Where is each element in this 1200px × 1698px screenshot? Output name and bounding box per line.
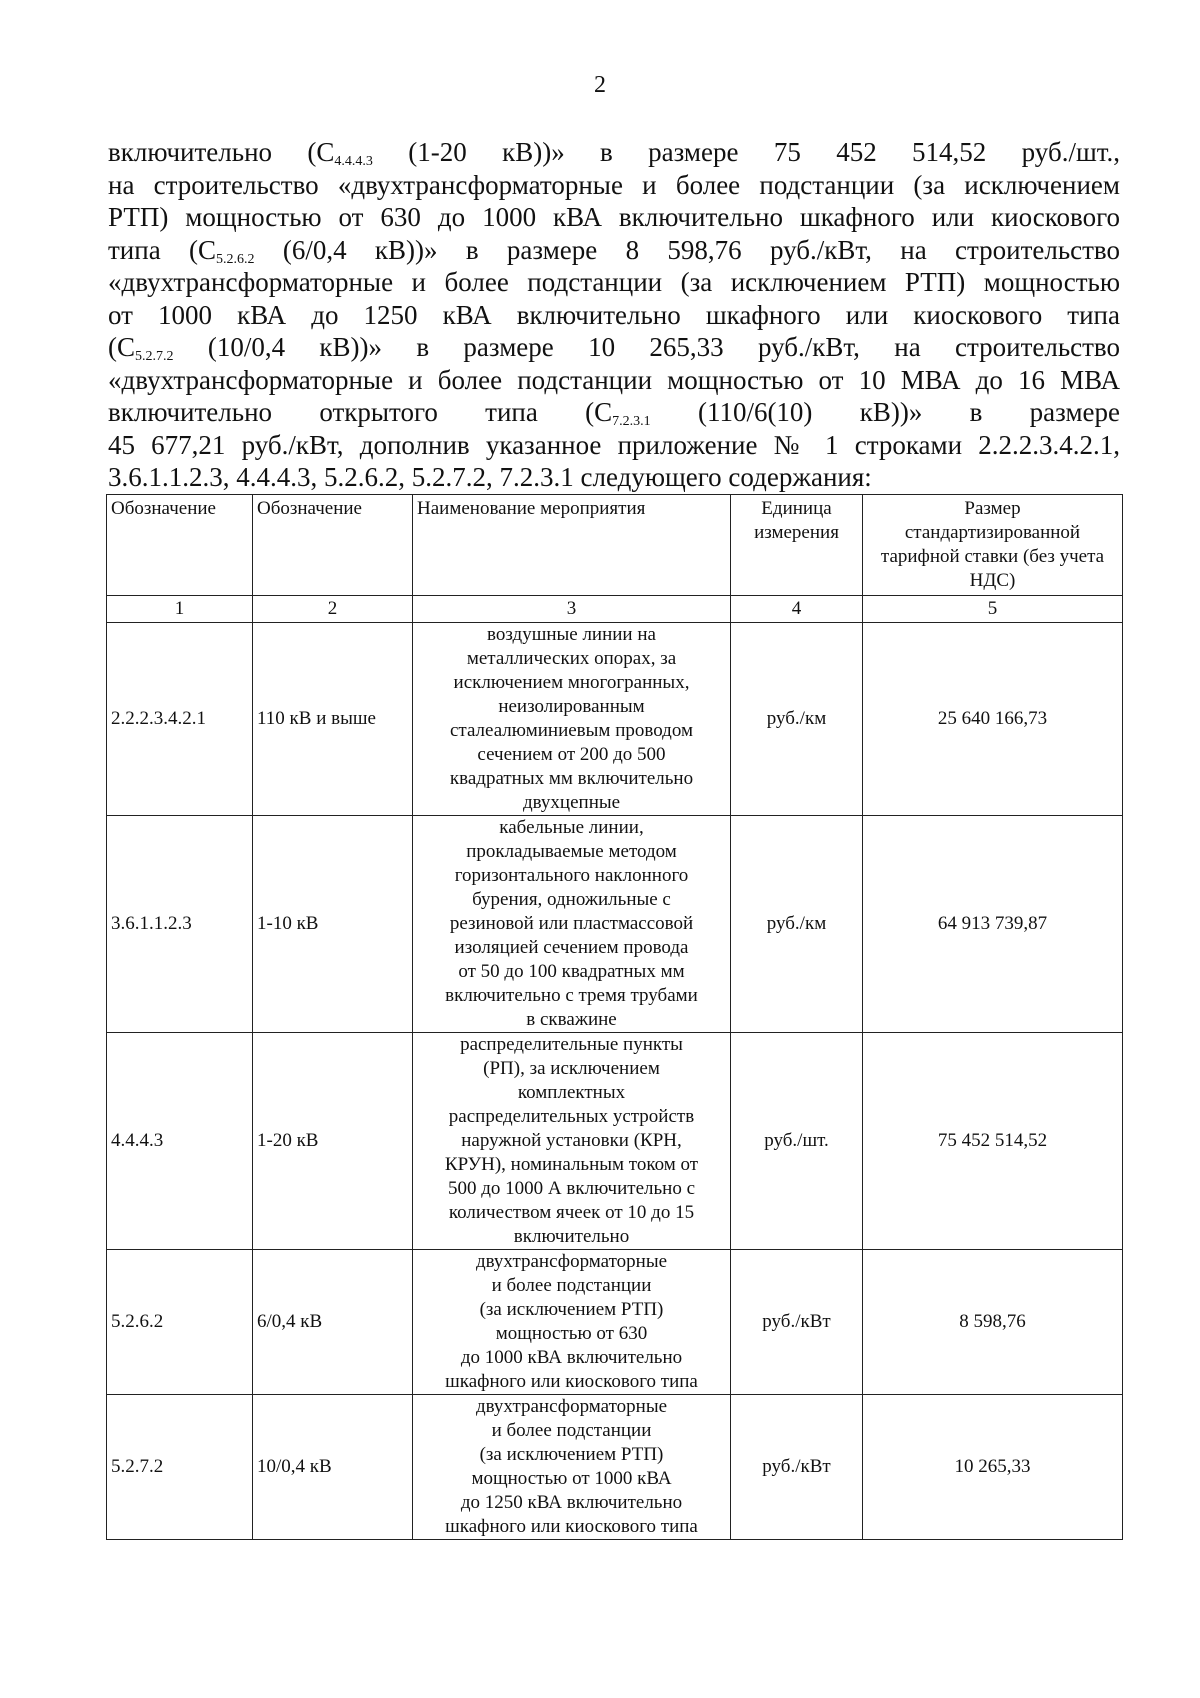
cell-measure-name bbox=[413, 623, 731, 816]
cell-code: 5.2.7.2 bbox=[107, 1395, 253, 1540]
cell-measure-name bbox=[413, 1033, 731, 1250]
measure-name-line: прокладываемые методом bbox=[466, 841, 677, 862]
measure-name-line: воздушные линии на bbox=[487, 624, 656, 645]
measure-name-line: двухцепные bbox=[522, 792, 621, 813]
subscript-code: 5.2.6.2 bbox=[216, 251, 255, 267]
text-run: 45 677,21 руб./кВт, дополнив указанное приложение № 1 строками 2.2.2.3.4.2.1, bbox=[108, 429, 1120, 460]
measure-name-line: шкафного или киоскового типа bbox=[445, 1371, 698, 1392]
cell-unit: руб./кВт bbox=[731, 1395, 863, 1540]
measure-name-line: сечением от 200 до 500 bbox=[477, 744, 666, 765]
measure-name-line: (РП), за исключением bbox=[483, 1058, 660, 1079]
text-run: (10/0,4 кВ))» в размере 10 265,33 руб./кВт, на строительство bbox=[173, 332, 1120, 362]
measure-name-line: включительно с тремя трубами bbox=[445, 985, 698, 1006]
measure-name-line: квадратных мм включительно bbox=[449, 768, 694, 789]
column-number: 5 bbox=[863, 596, 1123, 623]
cell-measure-name bbox=[413, 1250, 731, 1395]
measure-name-line: в скважине bbox=[526, 1009, 617, 1030]
cell-tariff-rate: 10 265,33 bbox=[863, 1395, 1123, 1540]
header-unit: Единица измерения bbox=[731, 495, 863, 596]
subscript-code: 5.2.7.2 bbox=[135, 349, 174, 364]
text-run: на строительство «двухтрансформаторные и более подстанции (за исключением bbox=[108, 169, 1120, 200]
paragraph-line bbox=[108, 461, 1120, 494]
table-row bbox=[107, 623, 1123, 816]
paragraph-line bbox=[108, 201, 1120, 234]
measure-name-line: исключением многогранных, bbox=[453, 672, 690, 693]
cell-tariff-rate: 64 913 739,87 bbox=[863, 816, 1123, 1033]
body-paragraph bbox=[108, 136, 1120, 494]
cell-measure-name bbox=[413, 816, 731, 1033]
column-number: 3 bbox=[413, 596, 731, 623]
cell-voltage: 6/0,4 кВ bbox=[253, 1250, 413, 1395]
tariff-table bbox=[106, 494, 1123, 1540]
measure-name-line: распределительных устройств bbox=[448, 1106, 695, 1127]
paragraph-line bbox=[108, 299, 1120, 332]
measure-name-line: двухтрансформаторные bbox=[475, 1396, 668, 1417]
measure-name-line: изоляцией сечением провода bbox=[454, 937, 689, 958]
header-designation-2: Обозначение bbox=[253, 495, 413, 596]
measure-name-line: включительно bbox=[513, 1226, 630, 1247]
measure-name-line: мощностью от 1000 кВА bbox=[471, 1468, 672, 1489]
column-number: 1 bbox=[107, 596, 253, 623]
table-row bbox=[107, 1033, 1123, 1250]
measure-name-line: от 50 до 100 квадратных мм bbox=[458, 961, 685, 982]
measure-name-line: сталеалюминиевым проводом bbox=[449, 720, 693, 741]
measure-name-line: бурения, одножильные с bbox=[472, 889, 671, 910]
cell-voltage: 10/0,4 кВ bbox=[253, 1395, 413, 1540]
cell-tariff-rate: 8 598,76 bbox=[863, 1250, 1123, 1395]
text-run: от 1000 кВА до 1250 кВА включительно шкафного или киоскового типа bbox=[108, 299, 1120, 330]
column-number: 4 bbox=[731, 596, 863, 623]
measure-name-line: и более подстанции bbox=[491, 1275, 652, 1296]
table-row bbox=[107, 1395, 1123, 1540]
text-run: (1-20 кВ))» в размере 75 452 514,52 руб./шт., bbox=[372, 137, 1120, 167]
measure-name-line: шкафного или киоскового типа bbox=[445, 1516, 698, 1537]
text-run: включительно открытого типа (С bbox=[108, 397, 613, 427]
cell-tariff-rate: 25 640 166,73 bbox=[863, 623, 1123, 816]
paragraph-line bbox=[108, 266, 1120, 299]
table-row bbox=[107, 1250, 1123, 1395]
measure-name-line: КРУН), номинальным током от bbox=[444, 1154, 699, 1175]
paragraph-line bbox=[108, 136, 1120, 169]
measure-name-line: металлических опорах, за bbox=[466, 648, 677, 669]
column-number-row bbox=[107, 596, 1123, 623]
cell-unit: руб./шт. bbox=[731, 1033, 863, 1250]
cell-code: 3.6.1.1.2.3 bbox=[107, 816, 253, 1033]
page-number: 2 bbox=[594, 72, 606, 98]
subscript-code: 7.2.3.1 bbox=[612, 414, 651, 429]
text-run: включительно (С bbox=[108, 137, 335, 167]
cell-code: 5.2.6.2 bbox=[107, 1250, 253, 1395]
column-number: 2 bbox=[253, 596, 413, 623]
header-tariff-rate: Размер стандартизированной тарифной ставки (без учета НДС) bbox=[863, 495, 1123, 596]
cell-voltage: 1-20 кВ bbox=[253, 1033, 413, 1250]
paragraph-line bbox=[108, 331, 1120, 364]
text-run: (110/6(10) кВ))» в размере bbox=[650, 397, 1120, 427]
measure-name-line: до 1250 кВА включительно bbox=[460, 1492, 683, 1513]
paragraph-line bbox=[108, 429, 1120, 462]
paragraph-line bbox=[108, 169, 1120, 202]
measure-name-line: 500 до 1000 А включительно с bbox=[448, 1178, 695, 1199]
text-run: (6/0,4 кВ))» в размере 8 598,76 руб./кВт, на строительство bbox=[254, 234, 1120, 265]
measure-name-line: горизонтального наклонного bbox=[454, 865, 689, 886]
cell-voltage: 110 кВ и выше bbox=[253, 623, 413, 816]
text-run: «двухтрансформаторные и более подстанции (за исключением РТП) мощностью bbox=[108, 267, 1120, 297]
measure-name-line: (за исключением РТП) bbox=[479, 1299, 664, 1320]
cell-unit: руб./км bbox=[731, 816, 863, 1033]
header-measure-name: Наименование мероприятия bbox=[413, 495, 731, 596]
cell-unit: руб./кВт bbox=[731, 1250, 863, 1395]
measure-name-line: (за исключением РТП) bbox=[479, 1444, 664, 1465]
text-run: «двухтрансформаторные и более подстанции мощностью от 10 МВА до 16 МВА bbox=[108, 364, 1120, 395]
paragraph-line bbox=[108, 234, 1120, 267]
header-designation-1: Обозначение bbox=[107, 495, 253, 596]
table-header-row bbox=[107, 495, 1123, 596]
measure-name-line: мощностью от 630 bbox=[495, 1323, 648, 1344]
cell-unit: руб./км bbox=[731, 623, 863, 816]
table-row bbox=[107, 816, 1123, 1033]
measure-name-line: двухтрансформаторные bbox=[475, 1251, 668, 1272]
text-run: типа (С bbox=[108, 234, 217, 265]
measure-name-line: неизолированным bbox=[498, 696, 645, 717]
measure-name-line: и более подстанции bbox=[491, 1420, 652, 1441]
subscript-code: 4.4.4.3 bbox=[334, 154, 373, 169]
cell-code: 2.2.2.3.4.2.1 bbox=[107, 623, 253, 816]
cell-code: 4.4.4.3 bbox=[107, 1033, 253, 1250]
cell-tariff-rate: 75 452 514,52 bbox=[863, 1033, 1123, 1250]
text-run: 3.6.1.1.2.3, 4.4.4.3, 5.2.6.2, 5.2.7.2, 7.2.3.1 следующего содержания: bbox=[108, 462, 872, 492]
text-run: (С bbox=[108, 332, 135, 362]
paragraph-line bbox=[108, 396, 1120, 429]
measure-name-line: до 1000 кВА включительно bbox=[460, 1347, 683, 1368]
measure-name-line: распределительные пункты bbox=[460, 1034, 683, 1055]
measure-name-line: кабельные линии, bbox=[499, 817, 644, 838]
paragraph-line bbox=[108, 364, 1120, 397]
cell-voltage: 1-10 кВ bbox=[253, 816, 413, 1033]
measure-name-line: комплектных bbox=[517, 1082, 626, 1103]
cell-measure-name bbox=[413, 1395, 731, 1540]
measure-name-line: резиновой или пластмассовой bbox=[449, 913, 694, 934]
measure-name-line: наружной установки (КРН, bbox=[461, 1130, 682, 1151]
measure-name-line: количеством ячеек от 10 до 15 bbox=[448, 1202, 695, 1223]
text-run: РТП) мощностью от 630 до 1000 кВА включительно шкафного или киоскового bbox=[108, 202, 1120, 232]
